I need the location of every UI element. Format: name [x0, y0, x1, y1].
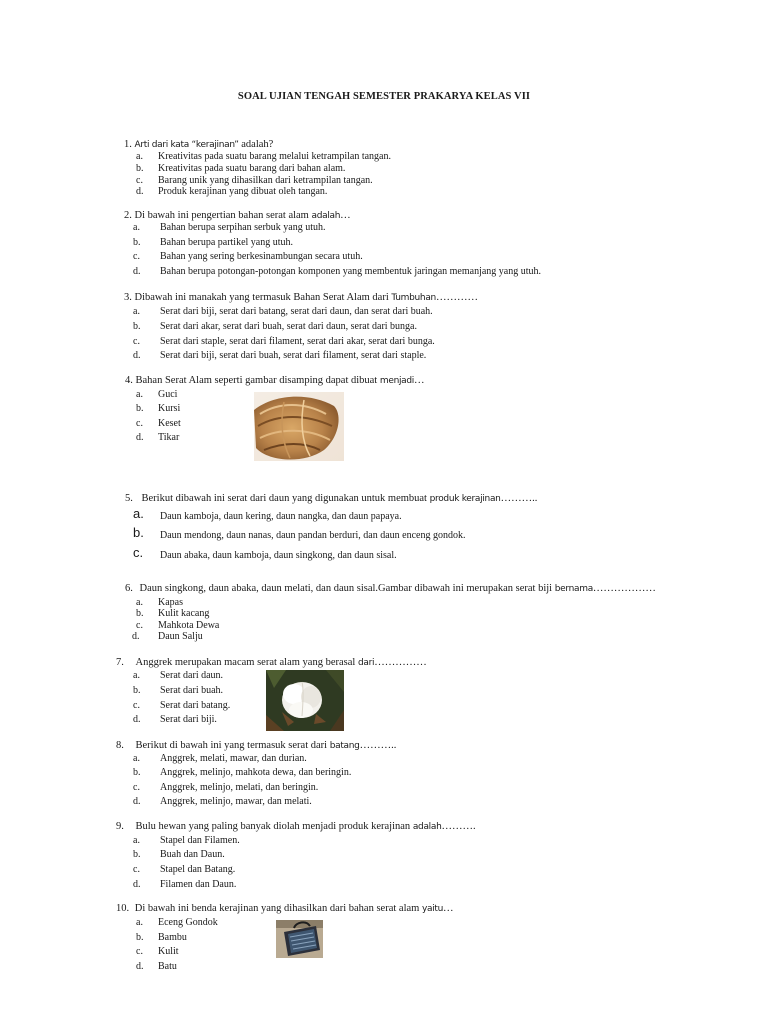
option-text: Serat dari biji, serat dari buah, serat dari filament, serat dari staple. [160, 350, 427, 361]
question-number: 9. [116, 821, 124, 832]
option-text: Serat dari buah. [160, 685, 224, 696]
question-handwritten-text: yaitu [421, 904, 444, 914]
option-text: Serat dari biji. [160, 714, 217, 725]
option-letter: a. [136, 389, 143, 400]
option-text: Kulit [158, 946, 179, 957]
option-text: Kapas [158, 597, 183, 608]
option-letter: c. [133, 864, 140, 875]
option-text: Daun Salju [158, 631, 203, 642]
question-number: 6. [125, 583, 133, 594]
question-3 [124, 291, 478, 305]
woven-bag-image [276, 920, 323, 958]
option-letter: b. [136, 608, 144, 619]
option-letter: b. [136, 932, 144, 943]
option-text: Daun mendong, daun nanas, daun pandan berduri, dan daun enceng gondok. [160, 530, 466, 541]
question-1 [124, 138, 273, 152]
question-text-end: ………. [441, 821, 476, 832]
option-text: Keset [158, 418, 181, 429]
question-text-start: Berikut di bawah ini yang termasuk serat dari [135, 740, 330, 751]
option-letter: d. [133, 266, 141, 277]
question-text-end: ………… [435, 292, 478, 303]
option-text: Stapel dan Batang. [160, 864, 236, 875]
option-letter: d. [133, 796, 141, 807]
option-text: Batu [158, 961, 177, 972]
question-handwritten-text: produk kerajinan [429, 494, 501, 504]
question-handwritten-text: adalah [412, 822, 442, 832]
question-text-start: Di bawah ini pengertian bahan serat alam [134, 210, 312, 221]
question-handwritten-text: batang [329, 741, 360, 751]
option-letter: d. [132, 631, 140, 642]
question-text-start: Anggrek merupakan macam serat alam yang berasal [135, 657, 358, 668]
option-letter: c. [136, 620, 143, 631]
option-letter: c. [136, 175, 143, 186]
question-handwritten-text: adalah [311, 211, 341, 221]
question-7 [116, 656, 427, 670]
option-letter: b. [133, 767, 141, 778]
question-number: 7. [116, 657, 124, 668]
option-letter: b. [133, 849, 141, 860]
question-4 [125, 374, 425, 388]
option-letter: a. [136, 151, 143, 162]
option-text: Bahan berupa partikel yang utuh. [160, 237, 294, 248]
option-text: Serat dari akar, serat dari buah, serat dari daun, serat dari bunga. [160, 321, 417, 332]
option-letter: b. [136, 403, 144, 414]
option-letter: c. [136, 946, 143, 957]
option-text: Mahkota Dewa [158, 620, 220, 631]
question-text-end: … [443, 903, 454, 914]
question-text-end: … [340, 210, 351, 221]
question-6 [125, 582, 656, 596]
option-text: Bambu [158, 932, 187, 943]
option-text: Bahan berupa potongan-potongan komponen yang membentuk jaringan memanjang yang utuh. [160, 266, 542, 277]
question-text-end: ……….. [359, 740, 397, 751]
option-letter: a. [133, 506, 144, 521]
option-letter: d. [133, 714, 141, 725]
question-text-start: Bahan Serat Alam seperti gambar disamping dapat dibuat [135, 375, 380, 386]
question-10 [116, 902, 454, 916]
question-number: 8. [116, 740, 124, 751]
question-handwritten-text: Tumbuhan [391, 293, 436, 303]
question-number: 2. [124, 210, 132, 221]
question-handwritten-text: dari [357, 658, 375, 668]
option-letter: b. [136, 163, 144, 174]
option-letter: d. [136, 186, 144, 197]
question-text-end: ……………… [592, 583, 656, 594]
option-letter: b. [133, 525, 144, 540]
option-letter: c. [133, 782, 140, 793]
option-text: Anggrek, melinjo, melati, dan beringin. [160, 782, 319, 793]
question-text-end: ……….. [500, 493, 538, 504]
page-title: SOAL UJIAN TENGAH SEMESTER PRAKARYA KELAS VII [237, 91, 531, 102]
option-text: Tikar [158, 432, 180, 443]
question-text-end: …………… [374, 657, 427, 668]
question-text-start: Bulu hewan yang paling banyak diolah menjadi produk kerajinan [135, 821, 413, 832]
option-text: Produk kerajinan yang dibuat oleh tangan. [158, 186, 328, 197]
option-text: Barang unik yang dihasilkan dari ketrampilan tangan. [158, 175, 373, 186]
question-5 [125, 492, 537, 506]
option-text: Eceng Gondok [158, 917, 218, 928]
option-letter: a. [136, 597, 143, 608]
fiber-bundle-image [254, 392, 344, 461]
option-letter: a. [133, 835, 140, 846]
question-text-end: … [414, 375, 425, 386]
question-text-start: Di bawah ini benda kerajinan yang dihasilkan dari bahan serat alam [134, 903, 422, 914]
option-letter: c. [133, 336, 140, 347]
question-8 [116, 739, 396, 753]
question-handwritten-text: bernama [554, 584, 593, 594]
question-9 [116, 820, 476, 834]
option-letter: d. [136, 432, 144, 443]
option-text: Filamen dan Daun. [160, 879, 237, 890]
option-text: Kulit kacang [158, 608, 210, 619]
option-text: Daun abaka, daun kamboja, daun singkong, dan daun sisal. [160, 550, 397, 561]
option-text: Bahan berupa serpihan serbuk yang utuh. [160, 222, 326, 233]
option-text: Anggrek, melati, mawar, dan durian. [160, 753, 307, 764]
option-letter: c. [133, 545, 144, 560]
question-number: 10. [116, 903, 130, 914]
option-text: Serat dari daun. [160, 670, 224, 681]
question-handwritten-text: Arti dari kata “kerajinan” [134, 140, 239, 150]
option-text: Anggrek, melinjo, mawar, dan melati. [160, 796, 312, 807]
option-letter: d. [133, 350, 141, 361]
option-text: Serat dari batang. [160, 700, 231, 711]
option-letter: c. [136, 418, 143, 429]
option-letter: a. [133, 753, 140, 764]
option-letter: c. [133, 251, 140, 262]
option-text: Serat dari biji, serat dari batang, serat dari daun, dan serat dari buah. [160, 306, 433, 317]
option-text: Buah dan Daun. [160, 849, 225, 860]
question-handwritten-text: menjadi [379, 376, 414, 386]
question-number: 1. [124, 139, 132, 150]
option-letter: b. [133, 321, 141, 332]
option-text: Bahan yang sering berkesinambungan secara utuh. [160, 251, 363, 262]
option-letter: b. [133, 237, 141, 248]
option-text: Stapel dan Filamen. [160, 835, 240, 846]
option-letter: d. [136, 961, 144, 972]
option-letter: a. [133, 670, 140, 681]
question-text-start: Daun singkong, daun abaka, daun melati, dan daun sisal.Gambar dibawah ini merupakan serat biji [139, 583, 555, 594]
option-text: Serat dari staple, serat dari filament, serat dari akar, serat dari bunga. [160, 336, 435, 347]
option-letter: d. [133, 879, 141, 890]
option-letter: a. [136, 917, 143, 928]
option-letter: c. [133, 700, 140, 711]
option-text: Daun kamboja, daun kering, daun nangka, dan daun papaya. [160, 511, 402, 522]
option-text: Anggrek, melinjo, mahkota dewa, dan beringin. [160, 767, 352, 778]
option-text: Kursi [158, 403, 181, 414]
cotton-boll-image [266, 670, 344, 731]
option-letter: a. [133, 306, 140, 317]
question-number: 3. [124, 292, 132, 303]
question-text-end: adalah? [238, 139, 274, 150]
option-text: Guci [158, 389, 178, 400]
option-text: Kreativitas pada suatu barang dari bahan alam. [158, 163, 346, 174]
question-number: 5. [125, 493, 133, 504]
question-number: 4. [125, 375, 133, 386]
option-letter: a. [133, 222, 140, 233]
question-2 [124, 209, 351, 223]
option-text: Kreativitas pada suatu barang melalui ketrampilan tangan. [158, 151, 391, 162]
question-text-start: Dibawah ini manakah yang termasuk Bahan Serat Alam dari [134, 292, 392, 303]
option-letter: b. [133, 685, 141, 696]
question-text-start: Berikut dibawah ini serat dari daun yang digunakan untuk membuat [141, 493, 430, 504]
